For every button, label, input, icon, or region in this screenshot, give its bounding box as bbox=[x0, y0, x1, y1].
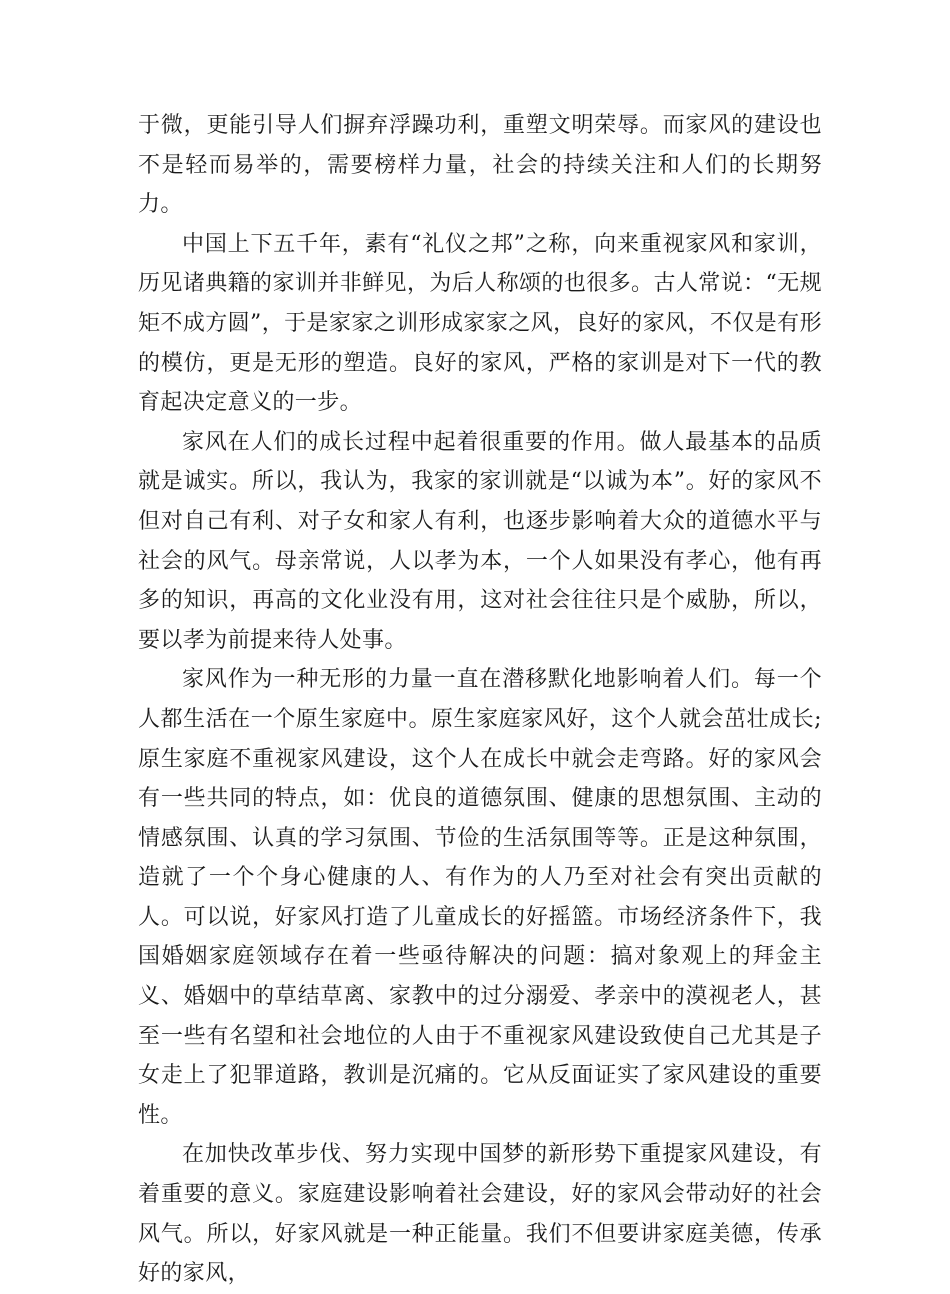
paragraph-family-motto: 家风在人们的成长过程中起着很重要的作用。做人最基本的品质就是诚实。所以，我认为，我家的家训就是“以诚为本”。好的家风不但对自己有利、对子女和家人有利，也逐步影响着大众的道德水平与社会的风气。母亲常说，人以孝为本，一个人如果没有孝心，他有再多的知识，再高的文化业没有用，这对社会往往只是个威胁，所以，要以孝为前提来待人处事。 bbox=[138, 429, 822, 653]
paragraph-continuation: 于微，更能引导人们摒弃浮躁功利，重塑文明荣辱。而家风的建设也不是轻而易举的，需要榜样力量，社会的持续关注和人们的长期努力。 bbox=[138, 113, 822, 218]
paragraph-chinese-dream: 在加快改革步伐、努力实现中国梦的新形势下重提家风建设，有着重要的意义。家庭建设影响着社会建设，好的家风会带动好的社会风气。所以，好家风就是一种正能量。我们不但要讲家庭美德，传承好的家风， bbox=[138, 1142, 822, 1287]
paragraph-family-influence: 家风作为一种无形的力量一直在潜移默化地影响着人们。每一个人都生活在一个原生家庭中。原生家庭家风好，这个人就会茁壮成长;原生家庭不重视家风建设，这个人在成长中就会走弯路。好的家风会有一些共同的特点，如：优良的道德氛围、健康的思想氛围、主动的情感氛围、认真的学习氛围、节俭的生活氛围等等。正是这种氛围，造就了一个个身心健康的人、有作为的人乃至对社会有突出贡献的人。可以说，好家风打造了儿童成长的好摇篮。市场经济条件下，我国婚姻家庭领域存在着一些亟待解决的问题：搞对象观上的拜金主义、婚姻中的草结草离、家教中的过分溺爱、孝亲中的漠视老人，甚至一些有名望和社会地位的人由于不重视家风建设致使自己尤其是子女走上了犯罪道路，教训是沉痛的。它从反面证实了家风建设的重要性。 bbox=[138, 667, 822, 1128]
document-body bbox=[138, 106, 822, 1294]
paragraph-etiquette-tradition: 中国上下五千年，素有“礼仪之邦”之称，向来重视家风和家训，历见诸典籍的家训并非鲜见，为后人称颂的也很多。古人常说：“无规矩不成方圆”，于是家家之训形成家家之风，良好的家风，不仅是有形的模仿，更是无形的塑造。良好的家风，严格的家训是对下一代的教育起决定意义的一步。 bbox=[138, 231, 822, 416]
